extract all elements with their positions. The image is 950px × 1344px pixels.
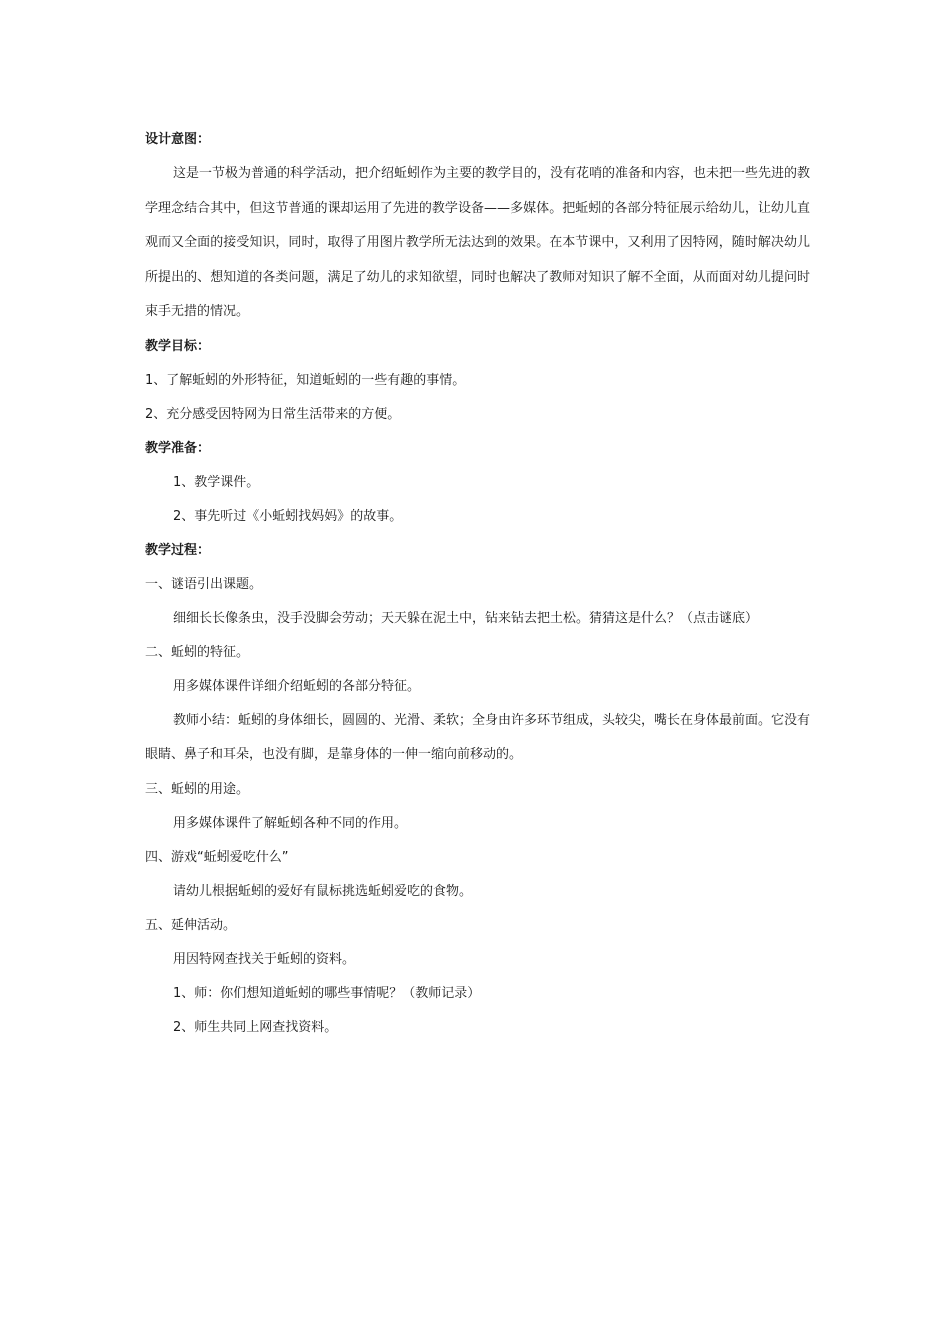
teaching-goals-heading: 教学目标：	[145, 338, 211, 354]
step-3-title: 三、蚯蚓的用途。	[145, 781, 250, 797]
step-2-summary: 教师小结：蚯蚓的身体细长，圆圆的、光滑、柔软；全身由许多环节组成，头较尖，嘴长在身体最前面。它没有眼睛、鼻子和耳朵，也没有脚，是靠身体的一伸一缩向前移动的。	[145, 712, 811, 762]
step-5-text: 用因特网查找关于蚯蚓的资料。	[173, 951, 356, 967]
step-4-title: 四、游戏“蚯蚓爱吃什么”	[145, 849, 289, 865]
prep-item-1: 1、教学课件。	[173, 474, 260, 490]
document-page	[145, 123, 810, 1045]
step-1-title: 一、谜语引出课题。	[145, 576, 263, 592]
goal-item-2: 2、充分感受因特网为日常生活带来的方便。	[145, 406, 401, 422]
step-2-text: 用多媒体课件详细介绍蚯蚓的各部分特征。	[173, 678, 421, 694]
prep-item-2: 2、事先听过《小蚯蚓找妈妈》的故事。	[173, 508, 403, 524]
design-intent-heading: 设计意图：	[145, 132, 211, 147]
goal-item-1: 1、了解蚯蚓的外形特征，知道蚯蚓的一些有趣的事情。	[145, 372, 466, 388]
step-5-item-2: 2、师生共同上网查找资料。	[173, 1019, 338, 1035]
step-3-text: 用多媒体课件了解蚯蚓各种不同的作用。	[173, 815, 408, 831]
teaching-process-heading: 教学过程：	[145, 542, 211, 558]
step-2-title: 二、蚯蚓的特征。	[145, 644, 250, 660]
step-5-title: 五、延伸活动。	[145, 917, 237, 933]
step-4-text: 请幼儿根据蚯蚓的爱好有鼠标挑选蚯蚓爱吃的食物。	[173, 883, 473, 899]
teaching-prep-heading: 教学准备：	[145, 440, 211, 456]
design-intent-paragraph: 这是一节极为普通的科学活动，把介绍蚯蚓作为主要的教学目的，没有花哨的准备和内容，也未把一些先进的教学理念结合其中，但这节普通的课却运用了先进的教学设备——多媒体。把蚯蚓的各部分特征展示给幼儿，让幼儿直观而又全面的接受知识，同时，取得了用图片教学所无法达到的效果。在本节课中，又利用了因特网，随时解决幼儿所提出的、想知道的各类问题，满足了幼儿的求知欲望，同时也解决了教师对知识了解不全面，从而面对幼儿提问时束手无措的情况。	[145, 166, 811, 319]
step-1-text: 细细长长像条虫，没手没脚会劳动；天天躲在泥土中，钻来钻去把土松。猜猜这是什么？（点击谜底）	[173, 610, 759, 626]
step-5-item-1: 1、师：你们想知道蚯蚓的哪些事情呢？（教师记录）	[173, 985, 481, 1001]
